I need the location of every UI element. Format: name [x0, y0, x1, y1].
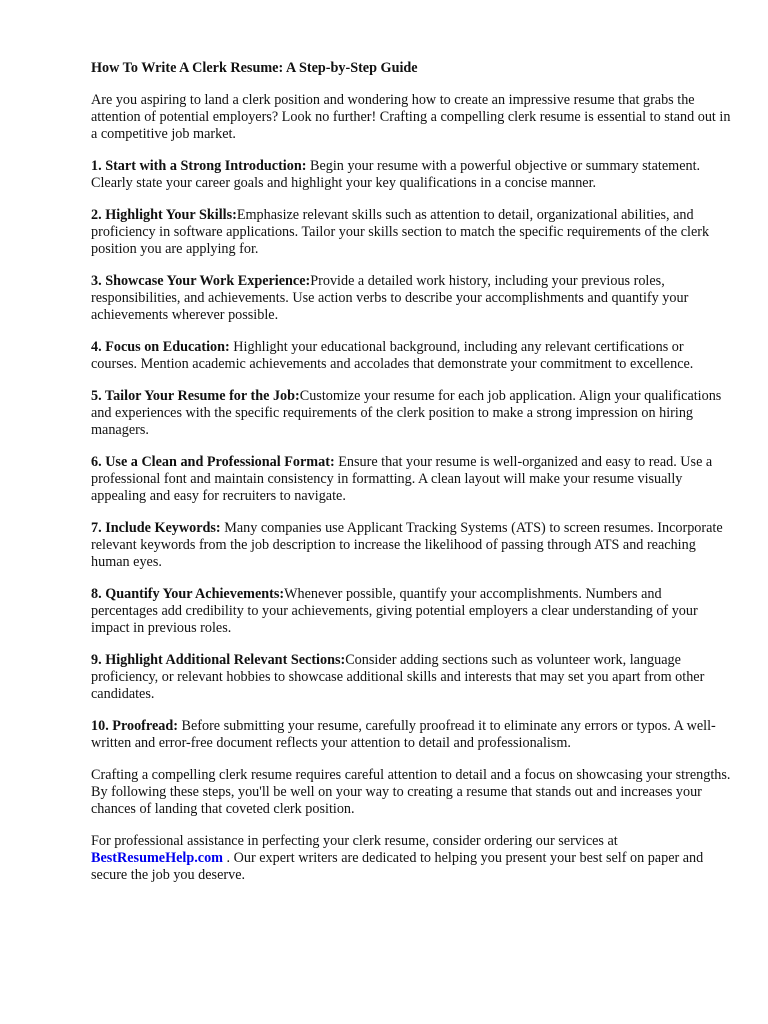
step-5 — [91, 388, 731, 439]
step-2 — [91, 207, 731, 258]
step-9-body: Consider adding sections such as volunteer work, language proficiency, or relevant hobbies to showcase additional skills and interests that may set you apart from other candidates. — [91, 652, 705, 702]
step-2-body: Emphasize relevant skills such as attention to detail, organizational abilities, and proficiency in software applications. Tailor your skills section to match the specific requirements of the clerk position you are applying for. — [91, 207, 710, 257]
step-3-heading: 3. Showcase Your Work Experience: — [91, 273, 311, 289]
step-6 — [91, 454, 731, 505]
step-3-body: Provide a detailed work history, including your previous roles, responsibilities, and achievements. Use action verbs to describe your accomplishments and quantify your achievements wherever possible. — [91, 273, 689, 323]
step-4-heading: 4. Focus on Education: — [91, 339, 230, 355]
step-8-body: Whenever possible, quantify your accomplishments. Numbers and percentages add credibility to your achievements, giving potential employers a clear understanding of your impact in previous roles. — [91, 586, 698, 636]
step-7-body: Many companies use Applicant Tracking Systems (ATS) to screen resumes. Incorporate relevant keywords from the job description to increase the likelihood of passing through ATS and reaching human eyes. — [91, 520, 723, 570]
step-6-heading: 6. Use a Clean and Professional Format: — [91, 454, 335, 470]
step-7-heading: 7. Include Keywords: — [91, 520, 221, 536]
step-10-heading: 10. Proofread: — [91, 718, 178, 734]
step-10-body: Before submitting your resume, carefully proofread it to eliminate any errors or typos. A well-written and error-free document reflects your attention to detail and professionalism. — [91, 718, 716, 751]
document-body — [91, 60, 731, 899]
step-5-heading: 5. Tailor Your Resume for the Job: — [91, 388, 300, 404]
document-title: How To Write A Clerk Resume: A Step-by-Step Guide — [91, 60, 418, 76]
step-2-heading: 2. Highlight Your Skills: — [91, 207, 237, 223]
step-9 — [91, 652, 731, 703]
step-6-body: Ensure that your resume is well-organized and easy to read. Use a professional font and maintain consistency in formatting. A clean layout will make your resume visually appealing and easy for recruiters to navigate. — [91, 454, 713, 504]
step-9-heading: 9. Highlight Additional Relevant Sections: — [91, 652, 346, 668]
intro-paragraph: Are you aspiring to land a clerk position and wondering how to create an impressive resume that grabs the attention of potential employers? Look no further! Crafting a compelling clerk resume is essential to stand out in a competitive job market. — [91, 92, 731, 142]
cta-text-after: . Our expert writers are dedicated to helping you present your best self on paper and secure the job you deserve. — [91, 850, 704, 883]
cta-text-before: For professional assistance in perfecting your clerk resume, consider ordering our services at — [91, 833, 618, 849]
conclusion-paragraph: Crafting a compelling clerk resume requires careful attention to detail and a focus on showcasing your strengths. By following these steps, you'll be well on your way to creating a resume that stands out and increases your chances of landing that coveted clerk position. — [91, 767, 731, 817]
step-5-body: Customize your resume for each job application. Align your qualifications and experiences with the specific requirements of the clerk position to make a strong impression on hiring managers. — [91, 388, 722, 438]
step-1-body: Begin your resume with a powerful objective or summary statement. Clearly state your career goals and highlight your key qualifications in a concise manner. — [91, 158, 701, 191]
cta-paragraph — [91, 833, 731, 884]
step-1 — [91, 158, 731, 192]
bestresumehelp-link[interactable]: BestResumeHelp.com — [91, 850, 223, 866]
step-3 — [91, 273, 731, 324]
step-8-heading: 8. Quantify Your Achievements: — [91, 586, 285, 602]
step-8 — [91, 586, 731, 637]
step-10 — [91, 718, 731, 752]
step-7 — [91, 520, 731, 571]
step-4 — [91, 339, 731, 373]
step-4-body: Highlight your educational background, including any relevant certifications or courses. Mention academic achievements and accolades that demonstrate your commitment to excellence. — [91, 339, 694, 372]
step-1-heading: 1. Start with a Strong Introduction: — [91, 158, 307, 174]
